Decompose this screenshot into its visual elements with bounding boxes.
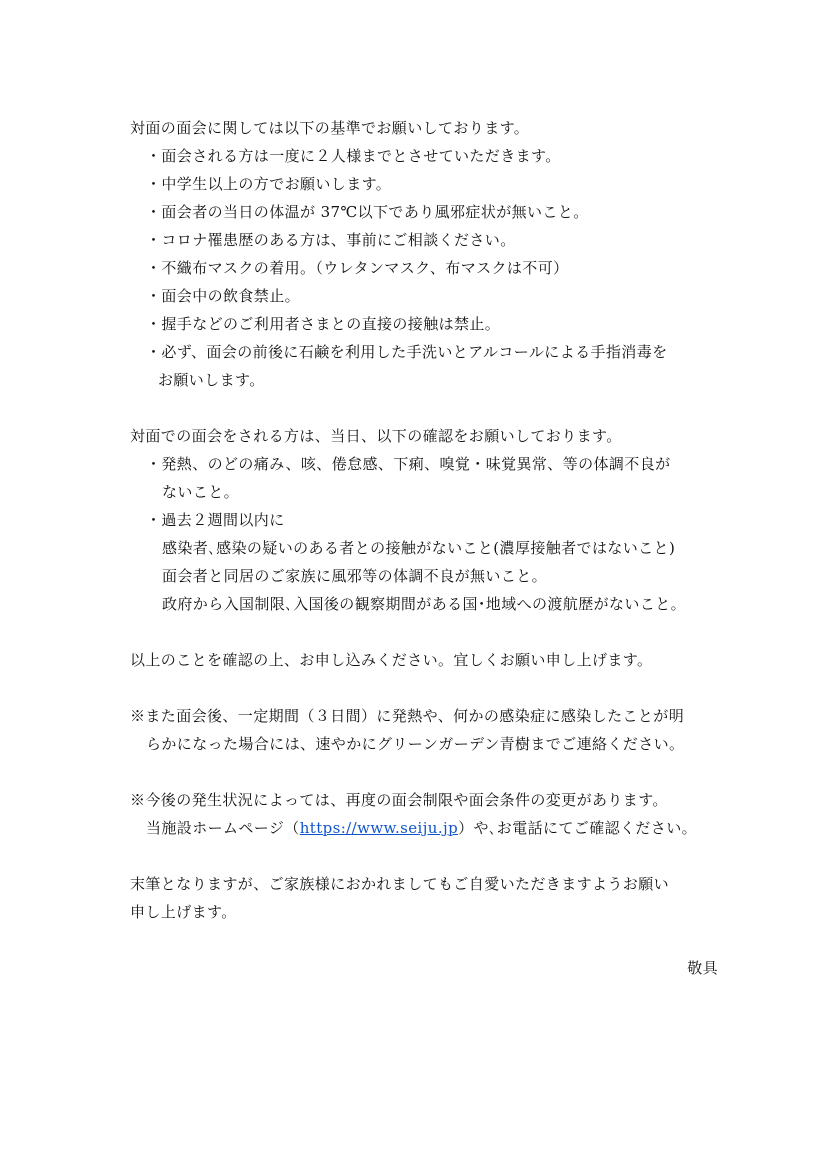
list-item: ・面会者の当日の体温が 37℃以下であり風邪症状が無いこと。	[146, 203, 589, 221]
list-item: ・発熱、のどの痛み、咳、倦怠感、下痢、嗅覚・味覚異常、等の体調不良が	[146, 455, 671, 473]
closing-line1: 末筆となりますが、ご家族様におかれましてもご自愛いただきますようお願い	[130, 875, 670, 893]
list-item-continuation: ないこと。	[162, 483, 240, 501]
sub-item: 政府から入国制限､入国後の観察期間がある国･地域への渡航歴がないこと。	[162, 595, 687, 613]
section2-heading: 対面での面会をされる方は、当日、以下の確認をお願いしております。	[130, 427, 622, 445]
sub-item: 面会者と同居のご家族に風邪等の体調不良が無いこと。	[162, 567, 548, 585]
note2-line2	[146, 818, 697, 838]
list-item: ・面会中の飲食禁止。	[146, 287, 301, 305]
list-item: ・面会される方は一度に２人様までとさせていただきます。	[146, 147, 561, 165]
homepage-link[interactable]: https://www.seiju.jp	[299, 819, 459, 837]
note2-prefix: 当施設ホームページ（	[146, 819, 300, 837]
sub-item: 感染者､感染の疑いのある者との接触がないこと(濃厚接触者ではないこと)	[162, 539, 676, 557]
list-item: ・不織布マスクの着用。（ウレタンマスク、布マスクは不可）	[146, 259, 569, 277]
note2-suffix: ）や､お電話にてご確認ください。	[458, 819, 697, 837]
closing-line2: 申し上げます。	[130, 903, 237, 921]
note2-line1: ※今後の発生状況によっては、再度の面会制限や面会条件の変更があります。	[130, 791, 668, 809]
note1-line2: らかになった場合には、速やかにグリーンガーデン青樹までご連絡ください。	[146, 735, 685, 753]
confirm-paragraph: 以上のことを確認の上、お申し込みください。宜しくお願い申し上げます。	[130, 651, 653, 669]
list-item: ・中学生以上の方でお願いします。	[146, 175, 392, 193]
list-item: ・過去２週間以内に	[146, 511, 285, 529]
note1-line1: ※また面会後、一定期間（３日間）に発熱や、何かの感染症に感染したことが明	[130, 707, 685, 725]
list-item-continuation: お願いします。	[158, 371, 265, 389]
section1-heading: 対面の面会に関しては以下の基準でお願いしております。	[130, 119, 530, 137]
list-item: ・コロナ罹患歴のある方は、事前にご相談ください。	[146, 231, 516, 249]
list-item: ・握手などのご利用者さまとの直接の接触は禁止。	[146, 315, 501, 333]
list-item: ・必ず、面会の前後に石鹸を利用した手洗いとアルコールによる手指消毒を	[146, 343, 668, 361]
signoff: 敬具	[687, 959, 718, 977]
